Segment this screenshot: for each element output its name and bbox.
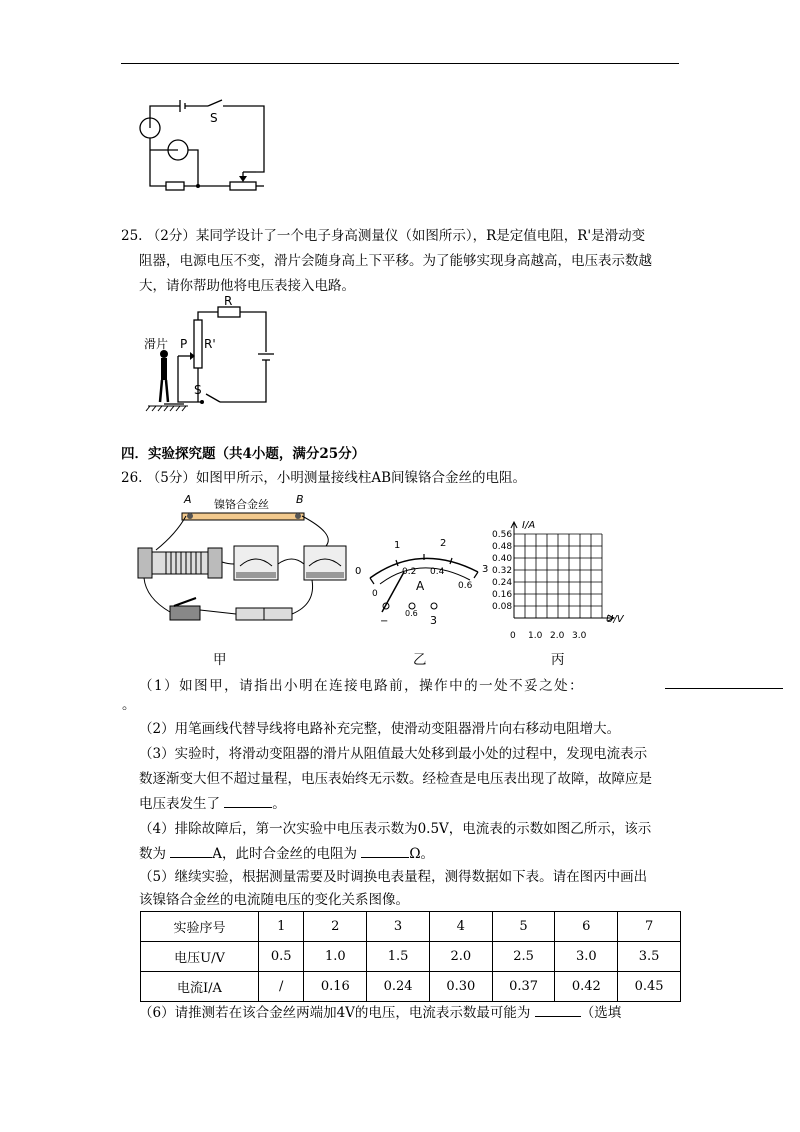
q26-p4-resistance-blank[interactable] <box>361 843 409 858</box>
header-rule <box>121 63 679 64</box>
ammeter-icon <box>234 546 278 580</box>
table-cell: 1.5 <box>367 942 430 972</box>
x-tick-label: 1.0 <box>528 631 543 641</box>
q25-line2: 阻器，电源电压不变，滑片会随身高上下平移。为了能够实现身高越高，电压表示数越 <box>139 253 652 269</box>
table-cell: 0.16 <box>304 972 367 1002</box>
q26-p4b <box>139 843 434 865</box>
q26-p3c-text: 电压表发生了 <box>139 796 220 812</box>
table-cell: 3.5 <box>618 942 681 972</box>
y-tick-label: 0.56 <box>492 530 513 540</box>
slider-label: 滑片 <box>144 337 169 351</box>
q26-p4a: （4）排除故障后，第一次实验中电压表示数为0.5V，电流表的示数如图乙所示，该示 <box>139 821 652 837</box>
x-tick-label: 3.0 <box>572 631 587 641</box>
table-cell: 7 <box>618 912 681 942</box>
dial-top-tick-2: 2 <box>440 538 447 549</box>
q26-p4b-text2: A，此时合金丝的电阻为 <box>212 846 358 862</box>
q26-p4b-text1: 数为 <box>139 846 166 862</box>
x-axis-label: U/V <box>606 614 624 625</box>
y-tick-label: 0.24 <box>492 578 513 588</box>
y-tick-label: 0.48 <box>492 542 513 552</box>
terminal-b-label: B <box>296 494 304 506</box>
q26-p6-text: （6）请推测若在该合金丝两端加4V的电压，电流表示数最可能为 <box>139 1005 531 1021</box>
dial-bottom-tick-1: 0.2 <box>402 567 417 577</box>
wire-label: 镍铬合金丝 <box>214 498 269 511</box>
q26-p2: （2）用笔画线代替导线将电路补充完整，使滑动变阻器滑片向右移动电阻增大。 <box>139 721 621 737</box>
table-cell: / <box>259 972 304 1002</box>
terminal-06: 0.6 <box>405 609 418 618</box>
q26-p3a: （3）实验时，将滑动变阻器的滑片从阻值最大处移到最小处的过程中，发现电流表示 <box>139 746 648 762</box>
q26-p4-current-blank[interactable] <box>170 843 212 858</box>
height-meter-figure <box>138 296 278 412</box>
y-tick-label: 0.16 <box>492 590 513 600</box>
slider-p-label: P <box>180 337 188 351</box>
graph-grid <box>511 522 614 621</box>
terminal-minus: − <box>380 616 389 627</box>
table-row-voltage <box>141 942 681 972</box>
dial-bottom-tick-2: 0.4 <box>430 567 445 577</box>
dial-top-tick-1: 1 <box>394 540 401 551</box>
q26-p6-answer-blank[interactable] <box>535 1002 581 1017</box>
terminal-a-label: A <box>184 494 192 506</box>
table-cell: 3 <box>367 912 430 942</box>
table-cell: 3.0 <box>555 942 618 972</box>
y-tick-label: 0.32 <box>492 566 513 576</box>
table-cell: 0.42 <box>555 972 618 1002</box>
table-cell: 0.45 <box>618 972 681 1002</box>
dial-bottom-tick-3: 0.6 <box>458 581 473 591</box>
q25-line3: 大，请你帮助他将电压表接入电路。 <box>139 278 355 294</box>
terminal-3: 3 <box>430 614 437 627</box>
q26-p4b-text3: Ω。 <box>409 846 435 862</box>
q26-p6-end: （选填 <box>580 1005 622 1021</box>
y-tick-label: 0.40 <box>492 554 513 564</box>
row-head-current: 电流I/A <box>141 972 259 1002</box>
dial-top-tick-3: 3 <box>482 564 489 575</box>
q26-p1-text: （1）如图甲，请指出小明在连接电路前，操作中的一处不妥之处： <box>139 678 585 694</box>
row-head-voltage: 电压U/V <box>141 942 259 972</box>
row-head-index: 实验序号 <box>141 912 259 942</box>
q26-p1-end: 。 <box>122 697 136 713</box>
person-icon <box>160 350 168 402</box>
dial-pointer <box>382 572 404 612</box>
table-cell: 2.0 <box>429 942 492 972</box>
x-tick-label: 0 <box>510 631 516 641</box>
y-tick-labels <box>492 530 512 612</box>
q26-p3-answer-blank[interactable] <box>224 793 272 808</box>
battery-icon <box>236 608 292 620</box>
dial-bottom-tick-0: 0 <box>372 589 378 599</box>
dial-top-tick-0: 0 <box>355 566 362 577</box>
table-cell: 6 <box>555 912 618 942</box>
q26-p3b: 数逐渐变大但不超过量程，电压表始终无示数。经检查是电压表出现了故障，故障应是 <box>139 771 652 787</box>
caption-bing: 丙 <box>551 652 565 668</box>
top-switch-label: S <box>210 111 218 125</box>
circuit-photo-jia <box>136 494 348 634</box>
table-cell: 1.0 <box>304 942 367 972</box>
table-cell: 0.37 <box>492 972 555 1002</box>
section4-title: 四．实验探究题（共4小题，满分25分） <box>121 446 366 462</box>
q26-p1 <box>139 675 584 697</box>
rheostat-label: R' <box>204 337 216 351</box>
table-row-index <box>141 912 681 942</box>
q25-line1: 25. （2分）某同学设计了一个电子身高测量仪（如图所示），R是定值电阻，R'是滑动变 <box>121 228 646 244</box>
q26-p1-answer-blank[interactable] <box>665 688 783 689</box>
x-tick-labels <box>510 631 587 641</box>
table-cell: 2.5 <box>492 942 555 972</box>
top-circuit-figure <box>130 92 270 192</box>
q26-p3c <box>139 793 286 815</box>
x-tick-label: 2.0 <box>550 631 565 641</box>
table-cell: 1 <box>259 912 304 942</box>
resistor-r-label: R <box>224 296 233 308</box>
dial-unit-label: A <box>416 579 425 593</box>
y-tick-label: 0.08 <box>492 602 513 612</box>
switch-icon <box>170 598 200 620</box>
measurement-table <box>140 911 681 1002</box>
table-row-current <box>141 972 681 1002</box>
rheostat-icon <box>138 548 222 578</box>
q26-p3c-end: 。 <box>272 796 286 812</box>
caption-jia: 甲 <box>213 652 227 668</box>
switch-s-label: S <box>194 383 202 397</box>
y-axis-label: I/A <box>522 520 536 531</box>
table-cell: 0.30 <box>429 972 492 1002</box>
q26-p5a: （5）继续实验，根据测量需要及时调换电表量程，测得数据如下表。请在图丙中画出 <box>139 869 648 885</box>
iv-graph-bing <box>480 514 630 644</box>
table-cell: 4 <box>429 912 492 942</box>
caption-yi: 乙 <box>413 652 427 668</box>
q26-p5b: 该镍铬合金丝的电流随电压的变化关系图像。 <box>139 892 409 908</box>
voltmeter-icon <box>304 546 346 580</box>
q26-intro: 26. （5分）如图甲所示，小明测量接线柱AB间镍铬合金丝的电阻。 <box>121 470 527 486</box>
table-cell: 0.24 <box>367 972 430 1002</box>
table-cell: 0.5 <box>259 942 304 972</box>
q26-p6 <box>139 1002 621 1024</box>
table-cell: 5 <box>492 912 555 942</box>
ammeter-dial-yi <box>350 532 490 632</box>
table-cell: 2 <box>304 912 367 942</box>
